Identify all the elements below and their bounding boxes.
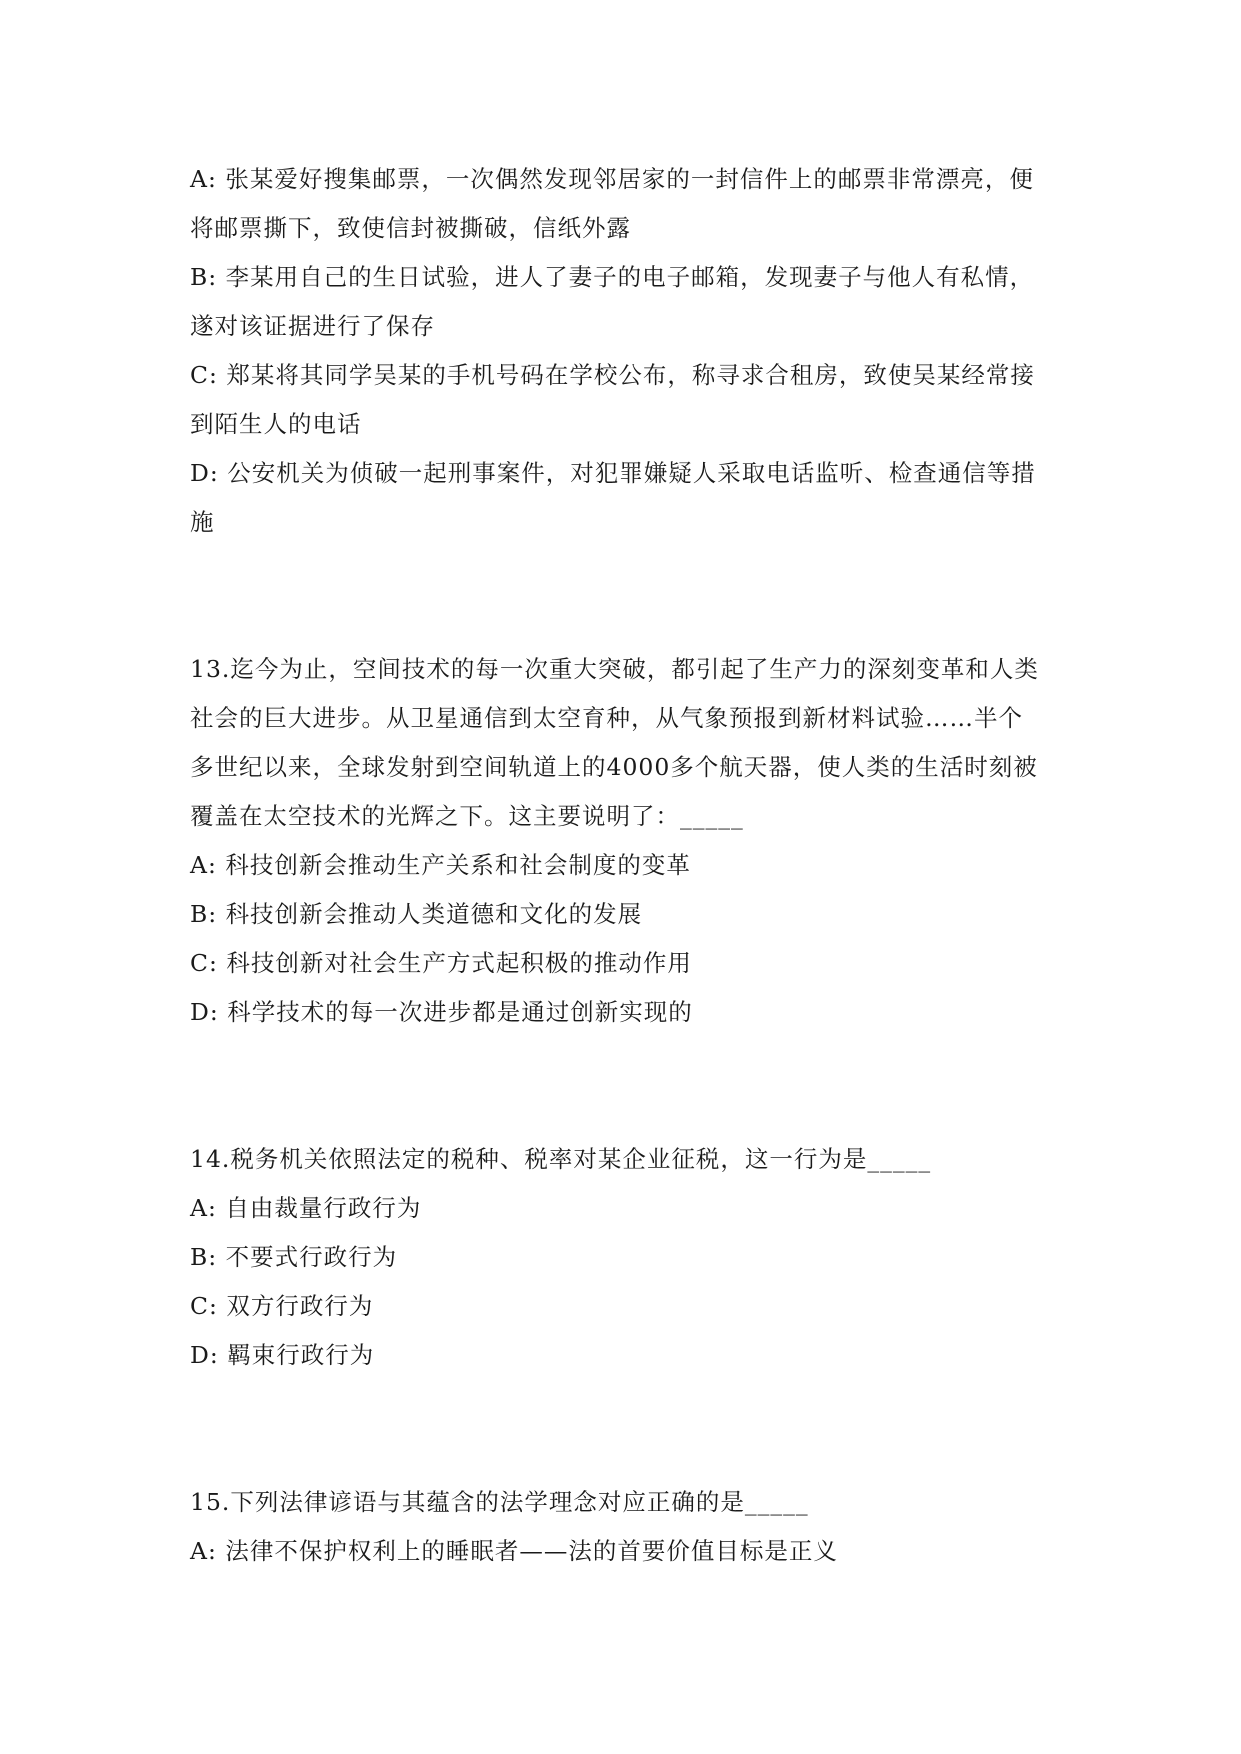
question-15 — [190, 1478, 1060, 1576]
q13-option-a: A: 科技创新会推动生产关系和社会制度的变革 — [190, 851, 691, 879]
q12-option-c-line-2: 到陌生人的电话 — [190, 410, 362, 438]
q14-option-b: B: 不要式行政行为 — [190, 1243, 398, 1271]
spacer — [190, 547, 1060, 645]
q13-stem-line-4: 覆盖在太空技术的光辉之下。这主要说明了：_____ — [190, 802, 744, 830]
q13-stem-line-3: 多世纪以来，全球发射到空间轨道上的4000多个航天器，使人类的生活时刻被 — [190, 753, 1038, 781]
q15-option-a: A: 法律不保护权利上的睡眠者——法的首要价值目标是正义 — [190, 1537, 838, 1565]
q14-stem: 14.税务机关依照法定的税种、税率对某企业征税，这一行为是_____ — [190, 1145, 932, 1173]
q13-stem-line-1: 13.迄今为止，空间技术的每一次重大突破，都引起了生产力的深刻变革和人类 — [190, 655, 1039, 683]
q12-option-b-line-1: B: 李某用自己的生日试验，进人了妻子的电子邮箱，发现妻子与他人有私情， — [190, 263, 1035, 291]
q12-option-d-line-1: D: 公安机关为侦破一起刑事案件，对犯罪嫌疑人采取电话监听、检查通信等措 — [190, 459, 1036, 487]
q13-stem-line-2: 社会的巨大进步。从卫星通信到太空育种，从气象预报到新材料试验……半个 — [190, 704, 1023, 732]
spacer — [190, 1380, 1060, 1478]
q12-option-a-line-2: 将邮票撕下，致使信封被撕破，信纸外露 — [190, 214, 631, 242]
spacer — [190, 1037, 1060, 1135]
q13-option-d: D: 科学技术的每一次进步都是通过创新实现的 — [190, 998, 693, 1026]
q12-option-d-line-2: 施 — [190, 508, 215, 536]
question-13 — [190, 645, 1060, 1037]
exam-content — [190, 155, 1060, 1576]
q12-option-c-line-1: C: 郑某将其同学吴某的手机号码在学校公布，称寻求合租房，致使吴某经常接 — [190, 361, 1035, 389]
q14-option-d: D: 羁束行政行为 — [190, 1341, 375, 1369]
q14-option-c: C: 双方行政行为 — [190, 1292, 374, 1320]
q15-stem: 15.下列法律谚语与其蕴含的法学理念对应正确的是_____ — [190, 1488, 809, 1516]
question-14 — [190, 1135, 1060, 1380]
q13-option-c: C: 科技创新对社会生产方式起积极的推动作用 — [190, 949, 692, 977]
question-12-options — [190, 155, 1060, 547]
q13-option-b: B: 科技创新会推动人类道德和文化的发展 — [190, 900, 643, 928]
q12-option-a-line-1: A: 张某爱好搜集邮票，一次偶然发现邻居家的一封信件上的邮票非常漂亮，便 — [190, 165, 1034, 193]
q12-option-b-line-2: 遂对该证据进行了保存 — [190, 312, 435, 340]
q14-option-a: A: 自由裁量行政行为 — [190, 1194, 422, 1222]
